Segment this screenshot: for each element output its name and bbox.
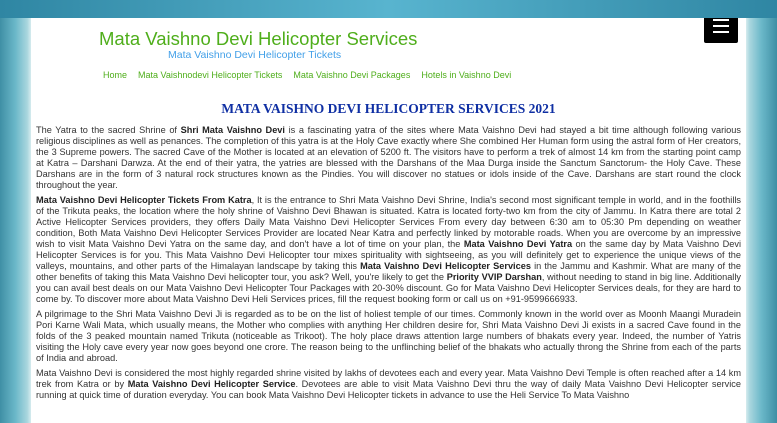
text-run: . Devotees are able to visit Mata Vaishno Devi thru the way of daily Mata Vaishno Devi Helicopter service running at quick time of duration everyday. You can book Mata Vaishno Devi Helicopter tickets in advance to use the Heli Service To Mata Vaishno [36, 379, 741, 400]
article-content [36, 125, 741, 405]
top-banner-background [0, 0, 777, 18]
menu-line-icon [713, 19, 729, 21]
nav-item-home[interactable]: Home [103, 70, 128, 80]
bold-text: Shri Mata Vaishno Devi [180, 125, 285, 135]
main-nav [103, 70, 522, 80]
hamburger-menu-button[interactable] [704, 18, 738, 43]
text-run: Mata Vaishno Devi is considered the most highly regarded shrine visited by lakhs of devotees each and every year. Mata Vaishno Devi Temple is often reached after a 14 km trek from Katra or by [36, 368, 741, 389]
text-run: is a fascinating yatra of the sites where Mata Vaishno Devi had stayed a bit time although following various religious disciplines as well as penances. The completion of this yatra is at the Holy Cave exactly where She combined Her Human form using the astral form of Her creators, the 3 Supreme powers. The sacred Cave of the Mother is located at an elevation of 5200 ft. The visitors have to perform a trek of almost 14 km from the starting point camp at Katra – Darshani Darwza. At the end of their yatra, the yatries are blessed with the Darshans of the Maa Durga inside the Sanctum Sanctorum- the Holy Cave. These Darshans are in the form of 3 natural rock structures known as the Pindies. You will discover no statues or idols inside of the Cave. Darshans are start round the clock throughout the year. [36, 125, 741, 190]
bold-text: Mata Vaishno Devi Helicopter Services [360, 261, 531, 271]
bold-text: Priority VVIP Darshan [446, 272, 542, 282]
nav-item-packages[interactable]: Mata Vaishno Devi Packages [293, 70, 411, 80]
text-run: , It is the entrance to Shri Mata Vaishno Devi Shrine, India's second most significant temple in world, and in the foothills of the Trikuta peaks, the location where the holy shrine of Vaishno Devi Bhawan is situated. Katra is located forty-two km from the city of Jammu. In Katra there are total 2 Active Helicopter Services providers, they offers Daily Mata Vaishno Devi Helicopter Services From every day between 6:30 am to 05:30 Pm depending on weather condition, Both Mata Vaishno Devi Helicopter Services Provider are located Near Katra and perfectly linked by motorable roads. When you are overcome by an impressive wish to visit Mata Vaishno Devi Yatra on the same day, and don't have a lot of time on your plan, the [36, 195, 742, 249]
nav-item-helicopter-tickets[interactable]: Mata Vaishnodevi Helicopter Tickets [138, 70, 283, 80]
article-paragraph-3: A pilgrimage to the Shri Mata Vaishno Devi Ji is regarded as to be on the list of holiest temple of our times. Commonly known in the world over as Moonh Maangi Muradein Pori Karne Wali Mata, which usually means, the Mother who complies with anything Her children desire for, Shri Mata Vaishno Devi Ji exists in a sacred Cave found in the folds of the 3 peaked mountain named Trikuta (noticeable as Trikoot). The holy place draws attention large numbers of bhakats every year. Indeed, the number of Yatris visiting the Holy cave every year now goes beyond one crore. The reason being to the unflinching belief of the bhakats who actually throng the Shrine from each of the parts of India and abroad. [36, 309, 741, 363]
menu-line-icon [713, 31, 729, 33]
article-paragraph-4 [36, 368, 741, 401]
article-headline: MATA VAISHNO DEVI HELICOPTER SERVICES 2021 [221, 101, 556, 116]
text-run: , without needing to stand in big line. Additionally you can avail best deals on our Mata Vaishno Devi Helicopter Tour Packages with 20-30% discount. Go for Mata Vaishno Devi Helicopter Services deals, for they are hard to come by. To discover more about Mata Vaishno Devi Heli Services prices, fill the request booking form or call us on +91-9599666933. [36, 272, 741, 304]
site-tagline: Mata Vaishno Devi Helicopter Tickets [168, 49, 342, 61]
bold-text: Mata Vaishno Devi Yatra [463, 239, 573, 249]
bold-text: Mata Vaishno Devi Helicopter Service [127, 379, 296, 389]
text-run: The Yatra to the sacred Shrine of [36, 125, 181, 135]
menu-line-icon [713, 25, 729, 27]
article-paragraph-2 [36, 195, 741, 305]
page-container [31, 18, 746, 423]
bold-text: Mata Vaishno Devi Helicopter Tickets From Katra [36, 195, 252, 205]
text-run: on the same day by Mata Vaishno Devi Helicopter Services is for you. This Mata Vaishno Devi Helicopter tour mixes spirituality with sightseeing, as you will definitely get to experience the unique views of the valleys, mountains, and other parts of the Himalayan landscape by taking this [36, 239, 741, 271]
nav-item-hotels[interactable]: Hotels in Vaishno Devi [421, 70, 512, 80]
article-paragraph-1 [36, 125, 741, 191]
site-title[interactable]: Mata Vaishno Devi Helicopter Services [99, 28, 418, 49]
text-run: in the Jammu and Kashmir. What are many of the other benefits of taking this Mata Vaishno Devi helicopter tour, you ask? Well, you're likely to get the [36, 261, 741, 282]
